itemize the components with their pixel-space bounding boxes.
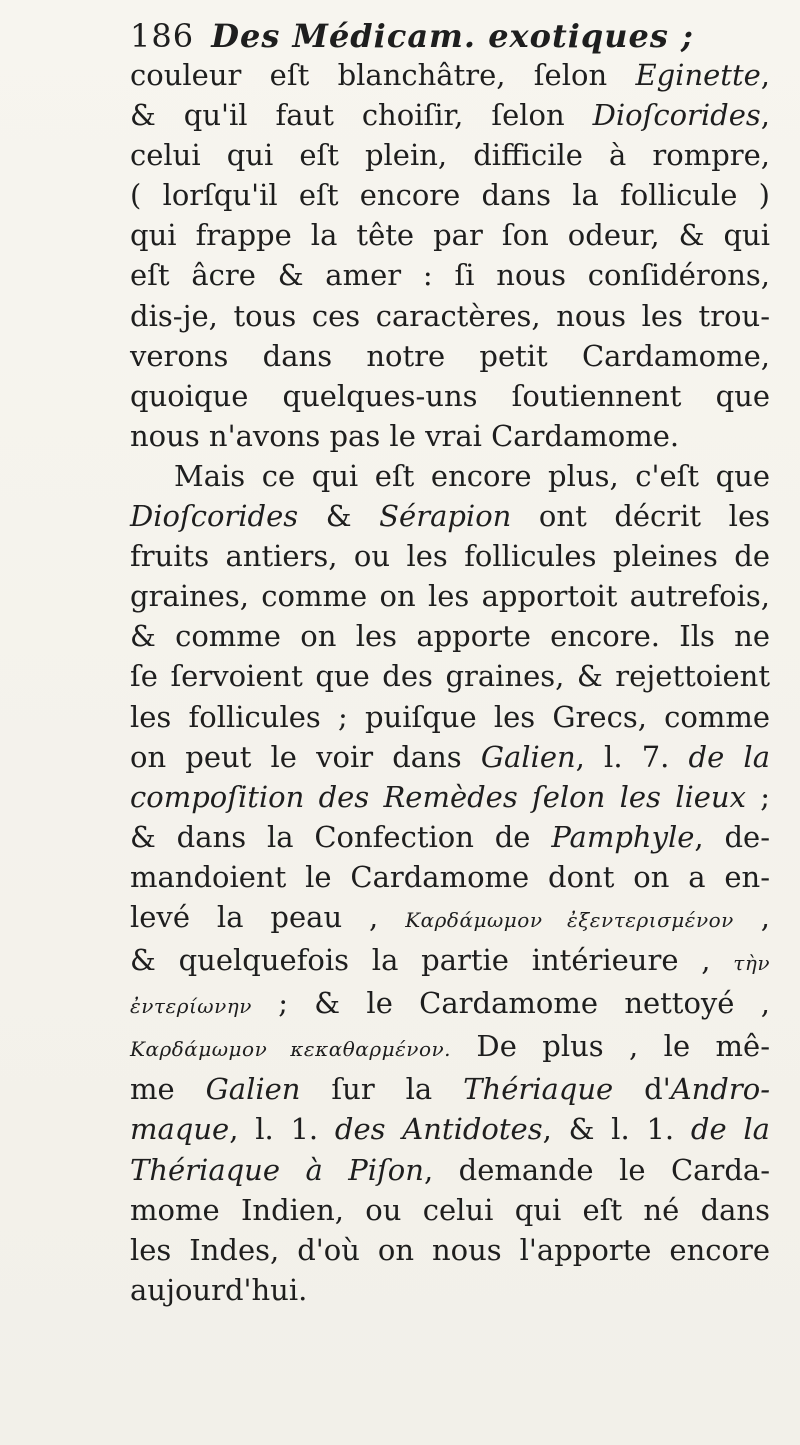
text-segment: , de-: [694, 819, 770, 854]
text-line: [130, 777, 770, 817]
text-line: [130, 296, 770, 336]
text-segment: aujourd'hui.: [130, 1272, 308, 1307]
text-segment: ont décrit les: [511, 499, 770, 534]
text-line: [130, 496, 770, 536]
italic-text: Dioſcorides: [130, 499, 299, 534]
text-line: [130, 857, 770, 897]
text-line: [130, 95, 770, 135]
text-line: [130, 737, 770, 777]
text-segment: couleur eſt blanchâtre, ſelon: [130, 58, 636, 92]
italic-text: de la: [690, 1112, 770, 1147]
text-line: [130, 416, 770, 456]
italic-text: Eginette: [635, 58, 761, 92]
text-line: [130, 576, 770, 616]
italic-text: des Antidotes: [334, 1112, 543, 1147]
text-segment: qui frappe la tête par ſon odeur, & qui: [130, 218, 770, 253]
greek-text: ἐντερίωνην: [130, 994, 252, 1019]
italic-text: Galien: [480, 739, 576, 774]
text-segment: ,: [760, 58, 770, 92]
page-number: 186: [130, 17, 195, 55]
italic-text: Dioſcorides: [592, 98, 761, 133]
greek-text: Καρδάμωμον ἐξεντερισμένον: [405, 907, 734, 932]
text-line: [130, 656, 770, 696]
text-segment: quoique quelques-uns ſoutiennent que: [130, 378, 770, 413]
text-segment: mandoient le Cardamome dont on a en-: [130, 859, 770, 894]
italic-text: compoſition des Remèdes ſelon les lieux: [130, 779, 746, 814]
text-segment: celui qui eſt plein, difficile à rompre,: [130, 138, 770, 173]
text-segment: dis-je, tous ces caractères, nous les trou-: [130, 298, 770, 333]
italic-text: de la: [688, 739, 770, 774]
text-line: [130, 940, 770, 983]
text-segment: & dans la Confection de: [130, 819, 552, 854]
text-line: [130, 215, 770, 255]
text-segment: les Indes, d'où on nous l'apporte encore: [130, 1232, 770, 1267]
text-segment: on peut le voir dans: [130, 739, 481, 774]
text-line: [130, 1069, 770, 1109]
text-line: [130, 456, 770, 496]
text-line: [130, 697, 770, 737]
text-segment: ( lorſqu'il eſt encore dans la follicule ): [130, 178, 770, 213]
text-line: [130, 376, 770, 416]
text-segment: ſe ſervoient que des graines, & rejettoient: [130, 659, 770, 694]
text-line: [130, 255, 770, 295]
text-line: [130, 1109, 770, 1149]
text-segment: &: [298, 499, 380, 534]
italic-text: Galien: [205, 1072, 301, 1107]
text-segment: mome Indien, ou celui qui eſt né dans: [130, 1192, 770, 1227]
text-segment: ,: [760, 98, 770, 133]
text-segment: ;: [745, 779, 770, 814]
italic-text: Pamphyle: [551, 819, 695, 854]
italic-text: Thériaque à Piſon: [130, 1152, 424, 1187]
greek-text: τὴν: [733, 951, 770, 976]
text-segment: graines, comme on les apportoit autrefois,: [130, 579, 770, 614]
text-segment: verons dans notre petit Cardamome,: [130, 338, 770, 373]
text-line: [130, 897, 770, 940]
text-line: [130, 336, 770, 376]
text-segment: & comme on les apporte encore. Ils ne: [130, 619, 770, 654]
text-segment: d': [613, 1072, 671, 1107]
text-segment: , l. 7.: [575, 739, 689, 774]
text-line: [130, 135, 770, 175]
text-segment: & quelquefois la partie intérieure ,: [130, 943, 734, 978]
text-segment: Mais ce qui eſt encore plus, c'eſt que: [174, 458, 770, 493]
text-segment: ,: [733, 899, 771, 934]
text-segment: les follicules ; puiſque les Grecs, comme: [130, 699, 770, 734]
running-title: Des Médicam. exotiques ;: [211, 17, 694, 55]
text-segment: me: [130, 1072, 206, 1107]
text-line: [130, 1230, 770, 1270]
text-segment: nous n'avons pas le vrai Cardamome.: [130, 418, 680, 453]
text-line: [130, 1190, 770, 1230]
running-header: [130, 16, 694, 56]
text-segment: levé la peau ,: [130, 899, 406, 934]
text-segment: fruits antiers, ou les follicules pleines de: [130, 539, 770, 574]
text-line: [130, 1270, 770, 1310]
text-line: [130, 817, 770, 857]
text-line: [130, 1150, 770, 1190]
text-segment: , demande le Carda-: [423, 1152, 770, 1187]
text-segment: , & l. 1.: [542, 1112, 691, 1147]
text-line: [130, 55, 770, 95]
text-segment: ; & le Cardamome nettoyé ,: [251, 986, 770, 1021]
text-segment: De plus , le mê-: [451, 1029, 770, 1064]
text-line: [130, 175, 770, 215]
text-line: [130, 536, 770, 576]
italic-text: maque: [130, 1112, 230, 1147]
greek-text: Καρδάμωμον κεκαθαρμένον.: [130, 1037, 452, 1062]
italic-text: Sérapion: [379, 499, 512, 534]
italic-text: Andro-: [670, 1072, 770, 1107]
text-line: [130, 616, 770, 656]
text-line: [130, 1026, 770, 1069]
text-segment: ſur la: [300, 1072, 464, 1107]
text-segment: & qu'il faut choiſir, ſelon: [130, 98, 593, 133]
text-line: [130, 983, 770, 1026]
text-segment: , l. 1.: [229, 1112, 335, 1147]
body-text: [130, 55, 770, 1310]
italic-text: Thériaque: [463, 1072, 614, 1107]
text-segment: eſt âcre & amer : ſi nous conſidérons,: [130, 258, 770, 293]
